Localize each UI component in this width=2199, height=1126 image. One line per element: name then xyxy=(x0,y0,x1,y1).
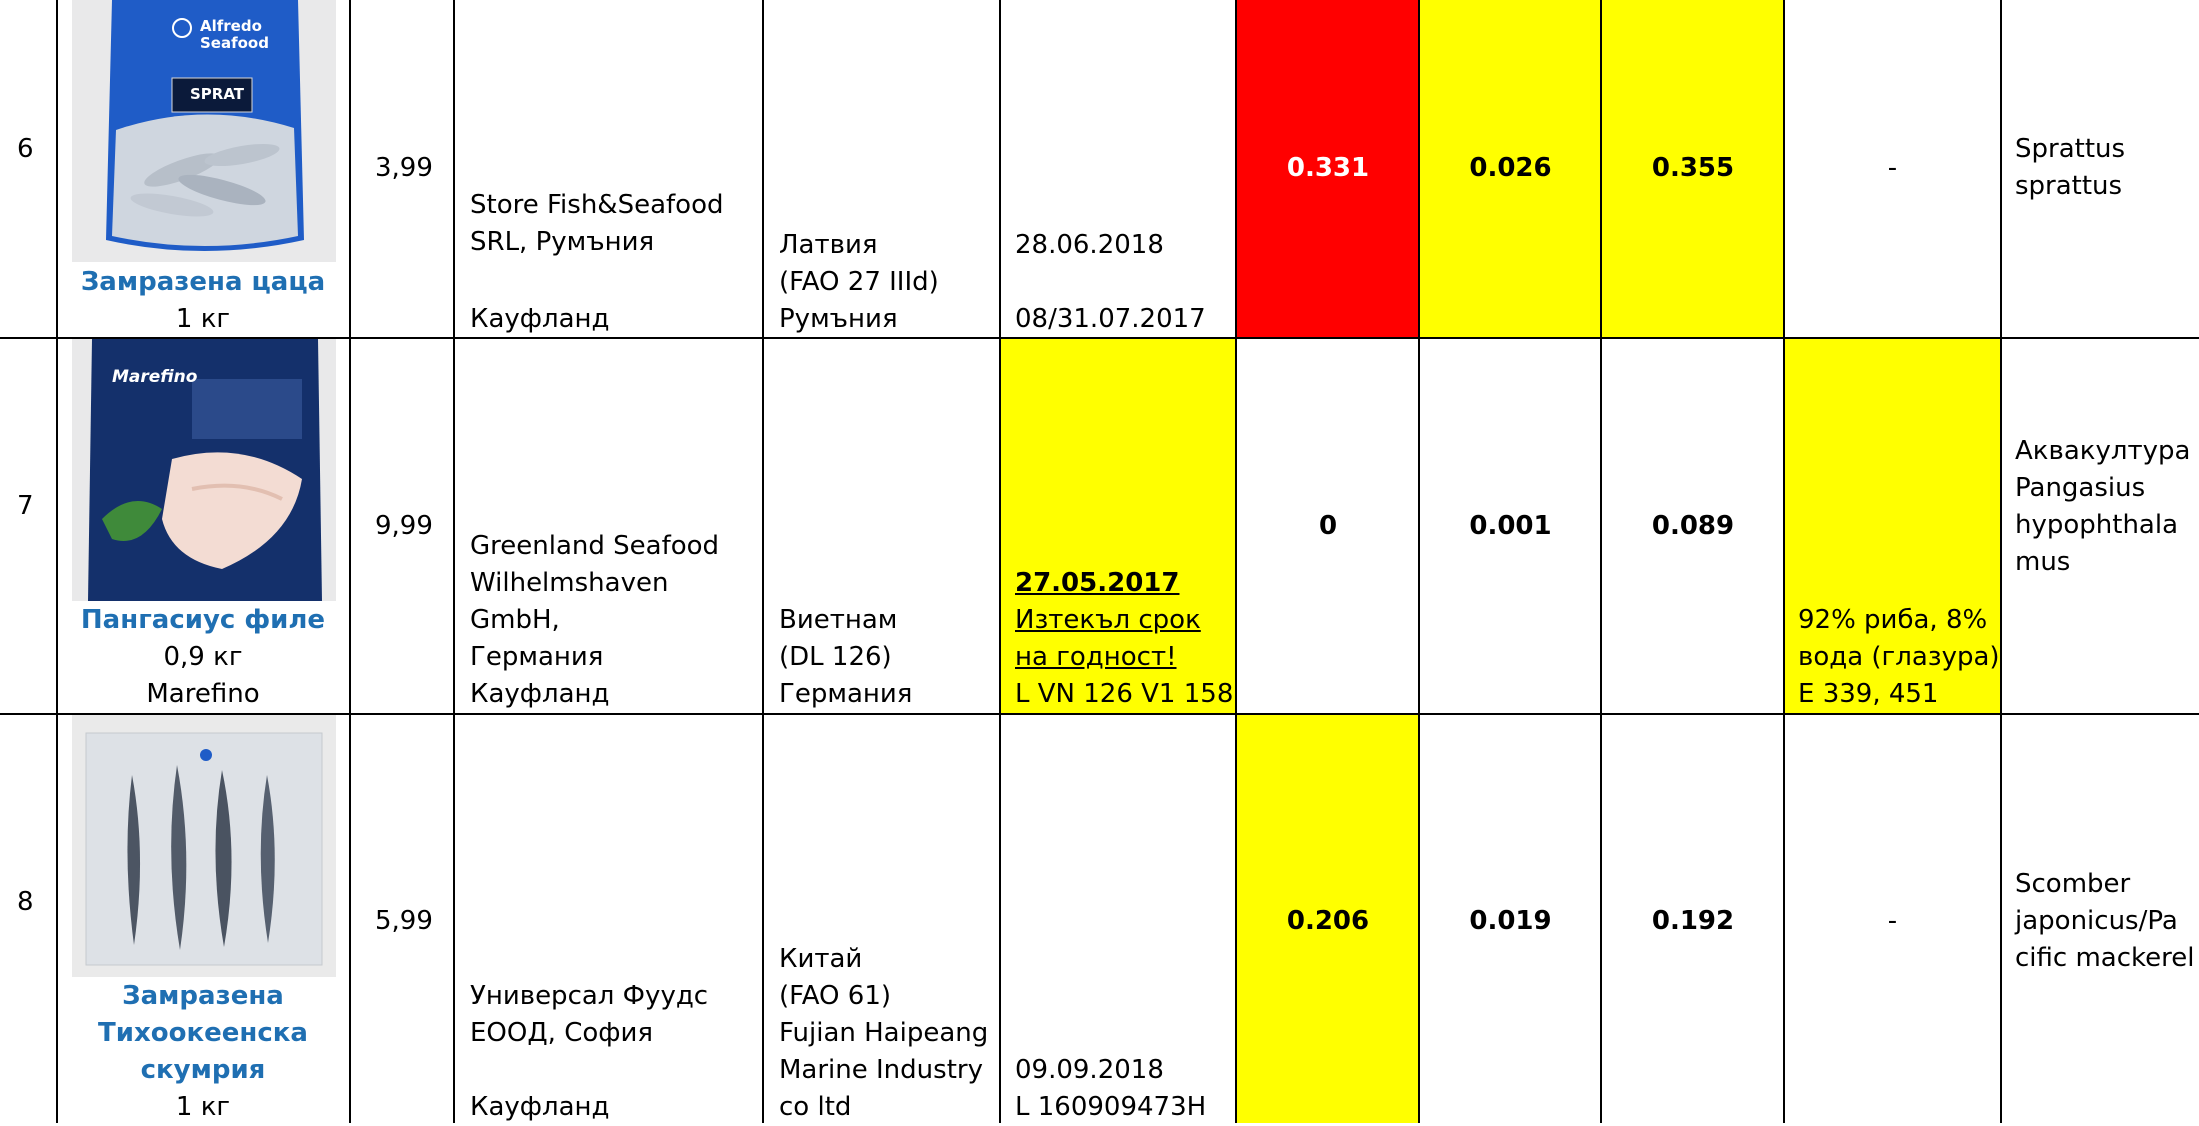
product-photo-pangasius xyxy=(72,339,336,601)
price: 3,99 xyxy=(375,153,433,183)
species-line: cific mackerel xyxy=(2015,943,2195,973)
species-line: Scomber xyxy=(2015,869,2131,899)
species-line: japonicus/Pa xyxy=(2015,906,2178,936)
product-name: скумрия xyxy=(140,1055,266,1085)
producer-line: SRL, Румъния xyxy=(470,227,655,257)
producer-store: Кауфланд xyxy=(470,679,610,709)
date-line: 08/31.07.2017 xyxy=(1015,304,1206,334)
row-number: 7 xyxy=(17,491,34,521)
product-name: Замразена цаца xyxy=(80,267,326,297)
producer-line: Универсал Фуудс xyxy=(470,981,709,1011)
pack-brand-text: Marefino xyxy=(112,367,198,387)
value-3: 0.089 xyxy=(1651,511,1735,541)
column-divider-2 xyxy=(349,0,351,1123)
producer-line: GmbH, xyxy=(470,605,560,635)
lot-number: L VN 126 V1 158 xyxy=(1015,679,1234,709)
expiry-warning: Изтекъл срок xyxy=(1015,605,1201,635)
producer-line: Wilhelmshaven xyxy=(470,568,669,598)
column-divider-10 xyxy=(2000,0,2002,1123)
producer-store: Кауфланд xyxy=(470,1092,610,1122)
product-name: Пангасиус филе xyxy=(80,605,326,635)
value-2: 0.001 xyxy=(1469,511,1552,541)
product-photo-sprat xyxy=(72,0,336,262)
species-line: sprattus xyxy=(2015,171,2123,201)
product-name: Тихоокеенска xyxy=(98,1018,308,1048)
origin-line: co ltd xyxy=(779,1092,852,1122)
lot-number: L 160909473H xyxy=(1015,1092,1207,1122)
value-1: 0.206 xyxy=(1286,906,1370,936)
producer-line: Greenland Seafood xyxy=(470,531,720,561)
row-divider-2 xyxy=(0,713,2199,715)
value-3: 0.192 xyxy=(1651,906,1735,936)
value-1: 0.331 xyxy=(1286,153,1370,183)
origin-line: Виетнам xyxy=(779,605,898,635)
column-divider-1 xyxy=(56,0,58,1123)
origin-line: Латвия xyxy=(779,230,878,260)
origin-line: Китай xyxy=(779,944,863,974)
column-divider-4 xyxy=(762,0,764,1123)
composition: - xyxy=(1887,153,1898,183)
producer-store: Кауфланд xyxy=(470,304,610,334)
species-line: Аквакултура xyxy=(2015,436,2191,466)
producer-line: Store Fish&Seafood xyxy=(470,190,724,220)
price: 9,99 xyxy=(375,511,433,541)
product-weight: 1 кг xyxy=(175,1092,231,1122)
value-2: 0.026 xyxy=(1469,153,1552,183)
column-divider-3 xyxy=(453,0,455,1123)
species-line: Sprattus xyxy=(2015,134,2126,164)
date-line: 09.09.2018 xyxy=(1015,1055,1164,1085)
producer-line: ЕООД, София xyxy=(470,1018,654,1048)
origin-line: (FAO 27 IIId) xyxy=(779,267,939,297)
frozen-mackerel-bag-icon xyxy=(72,715,336,977)
product-weight: 1 кг xyxy=(175,304,231,334)
expiry-warning: на годност! xyxy=(1015,642,1177,672)
value-1: 0 xyxy=(1318,511,1338,541)
composition-line: E 339, 451 xyxy=(1798,679,1939,709)
composition: - xyxy=(1887,906,1898,936)
producer-line: Германия xyxy=(470,642,604,672)
date-line: 28.06.2018 xyxy=(1015,230,1164,260)
column-divider-5 xyxy=(999,0,1001,1123)
pack-brand-text: Alfredo Seafood xyxy=(200,17,269,52)
species-line: Pangasius xyxy=(2015,473,2146,503)
price: 5,99 xyxy=(375,906,433,936)
product-name: Замразена xyxy=(122,981,284,1011)
value-3: 0.355 xyxy=(1651,153,1735,183)
product-brand: Marefino xyxy=(146,679,260,709)
expiry-date: 27.05.2017 xyxy=(1015,568,1180,598)
species-line: hypophthala xyxy=(2015,510,2179,540)
product-photo-mackerel xyxy=(72,715,336,977)
composition-line: вода (глазура) xyxy=(1798,642,2000,672)
composition-line: 92% риба, 8% xyxy=(1798,605,1988,635)
value-2: 0.019 xyxy=(1469,906,1552,936)
pack-label-text: SPRAT xyxy=(190,85,245,103)
species-line: mus xyxy=(2015,547,2071,577)
origin-line: Германия xyxy=(779,679,913,709)
product-weight: 0,9 кг xyxy=(163,642,243,672)
origin-line: Marine Industry xyxy=(779,1055,983,1085)
row-number: 6 xyxy=(17,134,34,164)
origin-line: (FAO 61) xyxy=(779,981,891,1011)
origin-line: (DL 126) xyxy=(779,642,892,672)
row-number: 8 xyxy=(17,887,34,917)
origin-line: Румъния xyxy=(779,304,898,334)
origin-line: Fujian Haipeang xyxy=(779,1018,989,1048)
